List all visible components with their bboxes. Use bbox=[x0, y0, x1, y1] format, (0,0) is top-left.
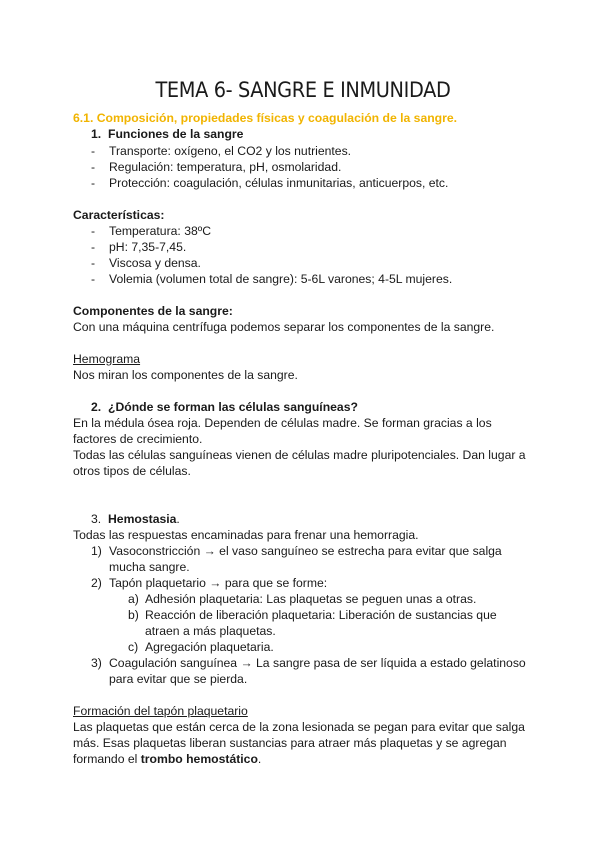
section-2-heading: 2. ¿Dónde se forman las células sanguíneas? bbox=[91, 400, 358, 414]
list-item: - Protección: coagulación, células inmunitarias, anticuerpos, etc. bbox=[91, 176, 449, 190]
paragraph-line: formando el trombo hemostático. bbox=[73, 752, 262, 766]
formation-heading: Formación del tapón plaquetario bbox=[73, 704, 248, 718]
sub-item-b: b) bbox=[128, 608, 139, 622]
paragraph-line: Todas las células sanguíneas vienen de células madre pluripotenciales. Dan lugar a bbox=[73, 448, 526, 462]
list-item: - Volemia (volumen total de sangre): 5-6L varones; 4-5L mujeres. bbox=[91, 272, 453, 286]
bold-term: trombo hemostático bbox=[140, 752, 258, 766]
sub-item-text: Reacción de liberación plaquetaria: Liberación de sustancias que bbox=[145, 608, 497, 622]
paragraph-line: Las plaquetas que están cerca de la zona lesionada se pegan para evitar que salga bbox=[73, 720, 525, 734]
section-subtitle: 6.1. Composición, propiedades físicas y coagulación de la sangre. bbox=[73, 111, 458, 125]
sub-item-a: a) bbox=[128, 592, 139, 606]
characteristics-heading: Características: bbox=[73, 208, 165, 222]
list-item: - Temperatura: 38ºC bbox=[91, 224, 211, 238]
hemograma-text: Nos miran los componentes de la sangre. bbox=[73, 368, 298, 382]
paragraph-line: En la médula ósea roja. Dependen de células madre. Se forman gracias a los bbox=[73, 416, 492, 430]
list-item: - Viscosa y densa. bbox=[91, 256, 201, 270]
list-item: - pH: 7,35-7,45. bbox=[91, 240, 187, 254]
paragraph-line: factores de crecimiento. bbox=[73, 432, 203, 446]
components-text: Con una máquina centrífuga podemos separar los componentes de la sangre. bbox=[73, 320, 495, 334]
page-title: TEMA 6- SANGRE E INMUNIDAD bbox=[155, 78, 451, 102]
paragraph-line: otros tipos de células. bbox=[73, 464, 191, 478]
sub-item-c: c) bbox=[128, 640, 139, 654]
list-item: - Transporte: oxígeno, el CO2 y los nutrientes. bbox=[91, 144, 352, 158]
list-item-text: Tapón plaquetario → para que se forme: bbox=[109, 576, 328, 590]
list-item: - Regulación: temperatura, pH, osmolaridad. bbox=[91, 160, 342, 174]
section-1-heading: 1. Funciones de la sangre bbox=[91, 127, 244, 141]
list-item-text: Vasoconstricción → el vaso sanguíneo se estrecha para evitar que salga bbox=[109, 544, 502, 558]
sub-item-text: Adhesión plaquetaria: Las plaquetas se peguen unas a otras. bbox=[145, 592, 477, 606]
section-3-intro: Todas las respuestas encaminadas para frenar una hemorragia. bbox=[73, 528, 419, 542]
section-3-heading: 3. Hemostasia. bbox=[91, 512, 180, 526]
list-item-text: mucha sangre. bbox=[109, 560, 190, 574]
sub-item-text: Agregación plaquetaria. bbox=[145, 640, 274, 654]
sub-item-text: atraen a más plaquetas. bbox=[145, 624, 276, 638]
list-item-text: Coagulación sanguínea → La sangre pasa de ser líquida a estado gelatinoso bbox=[109, 656, 526, 670]
paragraph-line: más. Esas plaquetas liberan sustancias para atraer más plaquetas y se agregan bbox=[73, 736, 507, 750]
hemograma-heading: Hemograma bbox=[73, 352, 141, 366]
components-heading: Componentes de la sangre: bbox=[73, 304, 233, 318]
list-item-1: 1) bbox=[91, 544, 102, 558]
list-item-text: para evitar que se pierda. bbox=[109, 672, 248, 686]
list-item-3: 3) bbox=[91, 656, 102, 670]
list-item-2: 2) bbox=[91, 576, 102, 590]
